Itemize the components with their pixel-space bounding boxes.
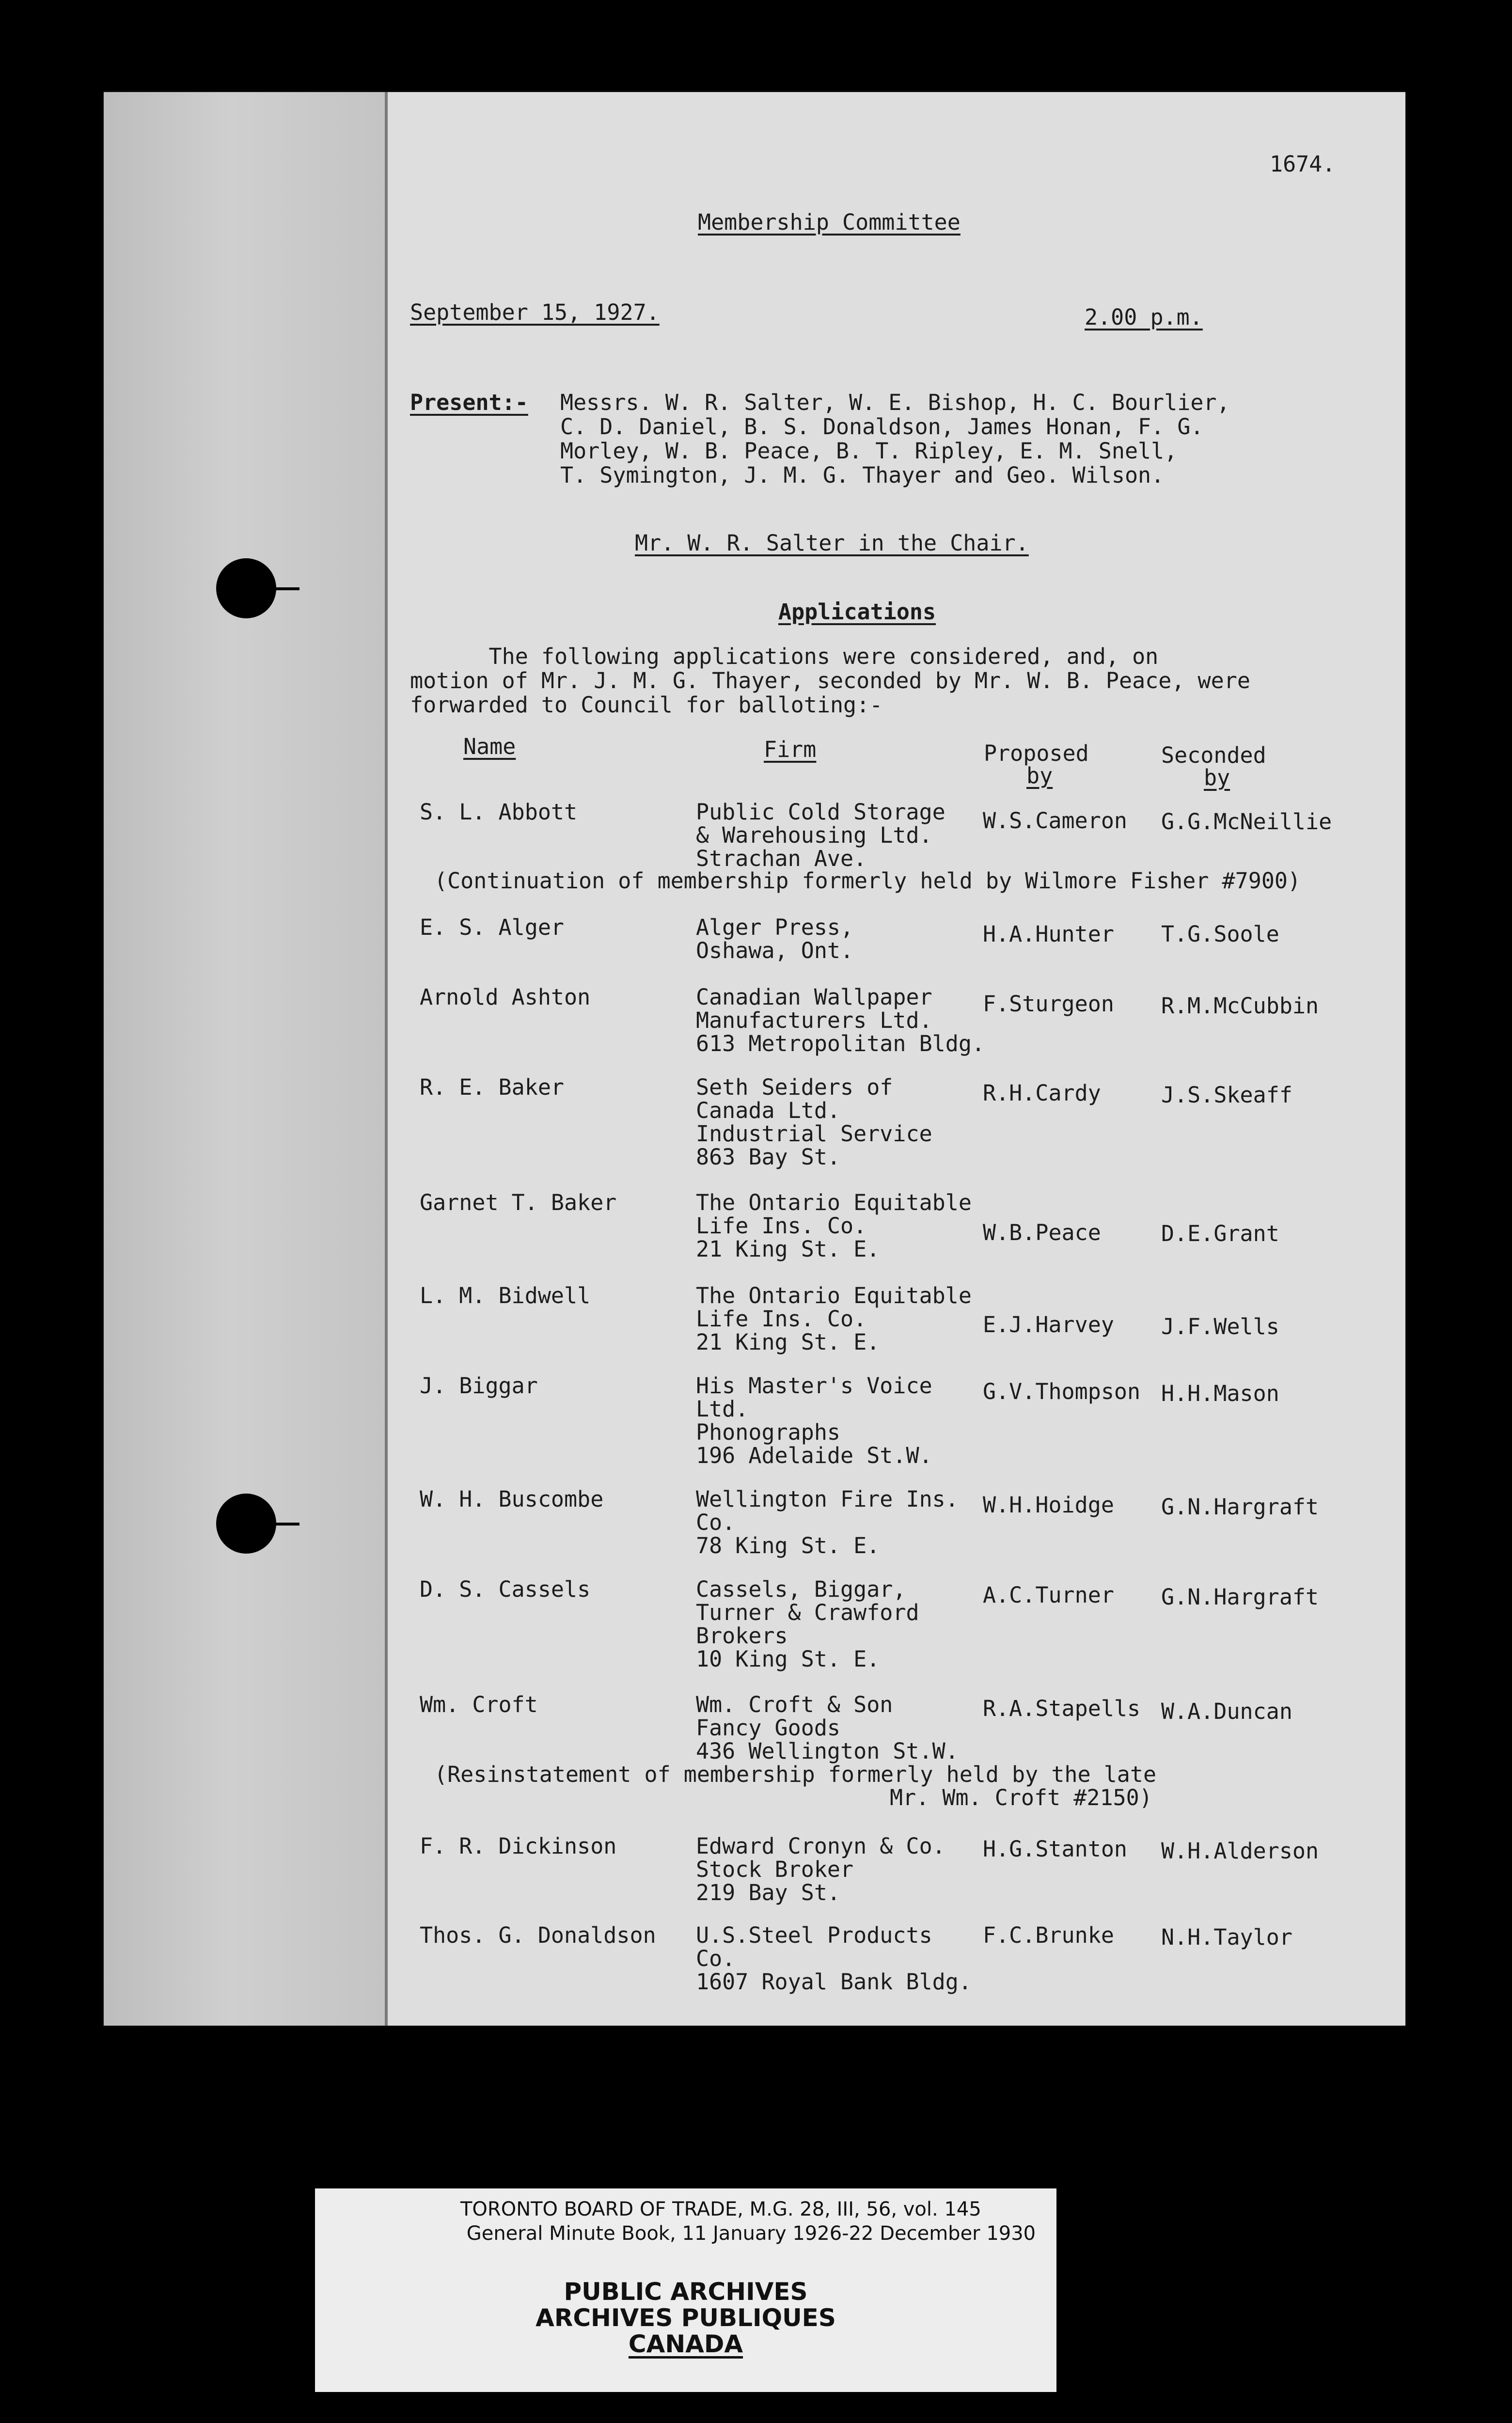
header-name: Name (463, 734, 516, 759)
applicant-firm: Wm. Croft & Son Fancy Goods 436 Wellington St.W. (696, 1692, 959, 1764)
applicant-firm: His Master's Voice Ltd. Phonographs 196 Adelaide St.W. (696, 1373, 932, 1468)
seconded-by: T.G.Soole (1161, 921, 1279, 947)
section-title: Applications (778, 599, 936, 625)
applicant-firm: Cassels, Biggar, Turner & Crawford Brokers 10 King St. E. (696, 1576, 919, 1672)
membership-note: Mr. Wm. Croft #2150) (890, 1785, 1152, 1810)
proposed-by: A.C.Turner (983, 1582, 1114, 1608)
applicant-firm: Wellington Fire Ins. Co. 78 King St. E. (696, 1486, 959, 1558)
applicant-name: W. H. Buscombe (420, 1486, 604, 1512)
seconded-by: G.N.Hargraft (1161, 1584, 1319, 1610)
proposed-by: F.Sturgeon (983, 991, 1114, 1017)
proposed-by: W.H.Hoidge (983, 1492, 1114, 1518)
applicant-name: Arnold Ashton (420, 984, 591, 1010)
seconded-by: W.H.Alderson (1161, 1838, 1319, 1864)
applicant-name: L. M. Bidwell (420, 1283, 591, 1308)
membership-note: (Continuation of membership formerly held by Wilmore Fisher #7900) (434, 868, 1301, 894)
seconded-by: H.H.Mason (1161, 1381, 1279, 1406)
proposed-by: E.J.Harvey (983, 1312, 1114, 1337)
applicant-name: Wm. Croft (420, 1692, 538, 1717)
applicant-name: Garnet T. Baker (420, 1190, 617, 1215)
seconded-by: R.M.McCubbin (1161, 993, 1319, 1019)
applicant-firm: Canadian Wallpaper Manufacturers Ltd. 613 Metropolitan Bldg. (696, 984, 985, 1056)
present-line: T. Symington, J. M. G. Thayer and Geo. Wilson. (560, 462, 1165, 488)
present-line: Messrs. W. R. Salter, W. E. Bishop, H. C. Bourlier, (560, 390, 1230, 415)
archive-label (315, 2188, 1056, 2392)
applicant-name: F. R. Dickinson (420, 1833, 617, 1859)
archives-country: CANADA (628, 2330, 743, 2358)
intro-line: forwarded to Council for balloting:- (410, 692, 883, 718)
membership-note: (Resinstatement of membership formerly held by the late (434, 1762, 1157, 1787)
seconded-by: G.N.Hargraft (1161, 1494, 1319, 1520)
citation-line: TORONTO BOARD OF TRADE, M.G. 28, III, 56, vol. 145 (460, 2198, 981, 2220)
applicant-firm: The Ontario Equitable Life Ins. Co. 21 King St. E. (696, 1283, 972, 1355)
archives-fr: ARCHIVES PUBLIQUES (536, 2304, 836, 2332)
applicant-name: S. L. Abbott (420, 799, 578, 825)
applicant-name: Thos. G. Donaldson (420, 1922, 656, 1948)
applicant-firm: U.S.Steel Products Co. 1607 Royal Bank Bldg. (696, 1922, 972, 1995)
citation-line: General Minute Book, 11 January 1926-22 December 1930 (460, 2222, 1036, 2245)
applicant-name: D. S. Cassels (420, 1576, 591, 1602)
proposed-by: R.A.Stapells (983, 1696, 1141, 1721)
applicant-firm: Seth Seiders of Canada Ltd. Industrial Service 863 Bay St. (696, 1074, 932, 1170)
page-number: 1674. (1270, 151, 1336, 177)
chair-line: Mr. W. R. Salter in the Chair. (635, 530, 1029, 556)
applicant-firm: The Ontario Equitable Life Ins. Co. 21 King St. E. (696, 1190, 972, 1262)
header-proposed: Proposed (984, 740, 1089, 766)
proposed-by: F.C.Brunke (983, 1922, 1114, 1948)
applicant-firm: Alger Press, Oshawa, Ont. (696, 914, 854, 963)
seconded-by: W.A.Duncan (1161, 1699, 1292, 1724)
committee-title: Membership Committee (698, 209, 961, 235)
applicant-name: R. E. Baker (420, 1074, 565, 1100)
present-line: Morley, W. B. Peace, B. T. Ripley, E. M. Snell, (560, 438, 1178, 464)
meeting-date: September 15, 1927. (410, 299, 660, 325)
applicant-name: E. S. Alger (420, 914, 565, 940)
applicant-firm: Edward Cronyn & Co. Stock Broker 219 Bay St. (696, 1833, 945, 1905)
seconded-by: N.H.Taylor (1161, 1924, 1292, 1950)
proposed-by: W.S.Cameron (983, 808, 1128, 834)
proposed-by: R.H.Cardy (983, 1080, 1101, 1106)
applicant-firm: Public Cold Storage & Warehousing Ltd. Strachan Ave. (696, 799, 945, 871)
present-label: Present:- (410, 390, 528, 415)
seconded-by: D.E.Grant (1161, 1221, 1279, 1246)
seconded-by: J.S.Skeaff (1161, 1082, 1292, 1108)
header-firm: Firm (764, 737, 817, 762)
archives-en: PUBLIC ARCHIVES (564, 2278, 808, 2306)
header-seconded: Seconded (1161, 742, 1266, 768)
seconded-by: G.G.McNeillie (1161, 809, 1332, 834)
applicant-name: J. Biggar (420, 1373, 538, 1399)
proposed-by: G.V.Thompson (983, 1379, 1141, 1404)
present-line: C. D. Daniel, B. S. Donaldson, James Honan, F. G. (560, 414, 1204, 440)
proposed-by: H.A.Hunter (983, 921, 1114, 947)
proposed-by: W.B.Peace (983, 1220, 1101, 1245)
header-proposed-by: by (1026, 763, 1053, 788)
meeting-time: 2.00 p.m. (1085, 304, 1203, 330)
proposed-by: H.G.Stanton (983, 1836, 1128, 1862)
intro-line: motion of Mr. J. M. G. Thayer, seconded by Mr. W. B. Peace, were (410, 668, 1250, 693)
intro-line: The following applications were considered, and, on (410, 644, 1159, 669)
archive-citation (460, 2197, 1036, 2246)
header-seconded-by: by (1204, 765, 1230, 790)
seconded-by: J.F.Wells (1161, 1314, 1279, 1339)
